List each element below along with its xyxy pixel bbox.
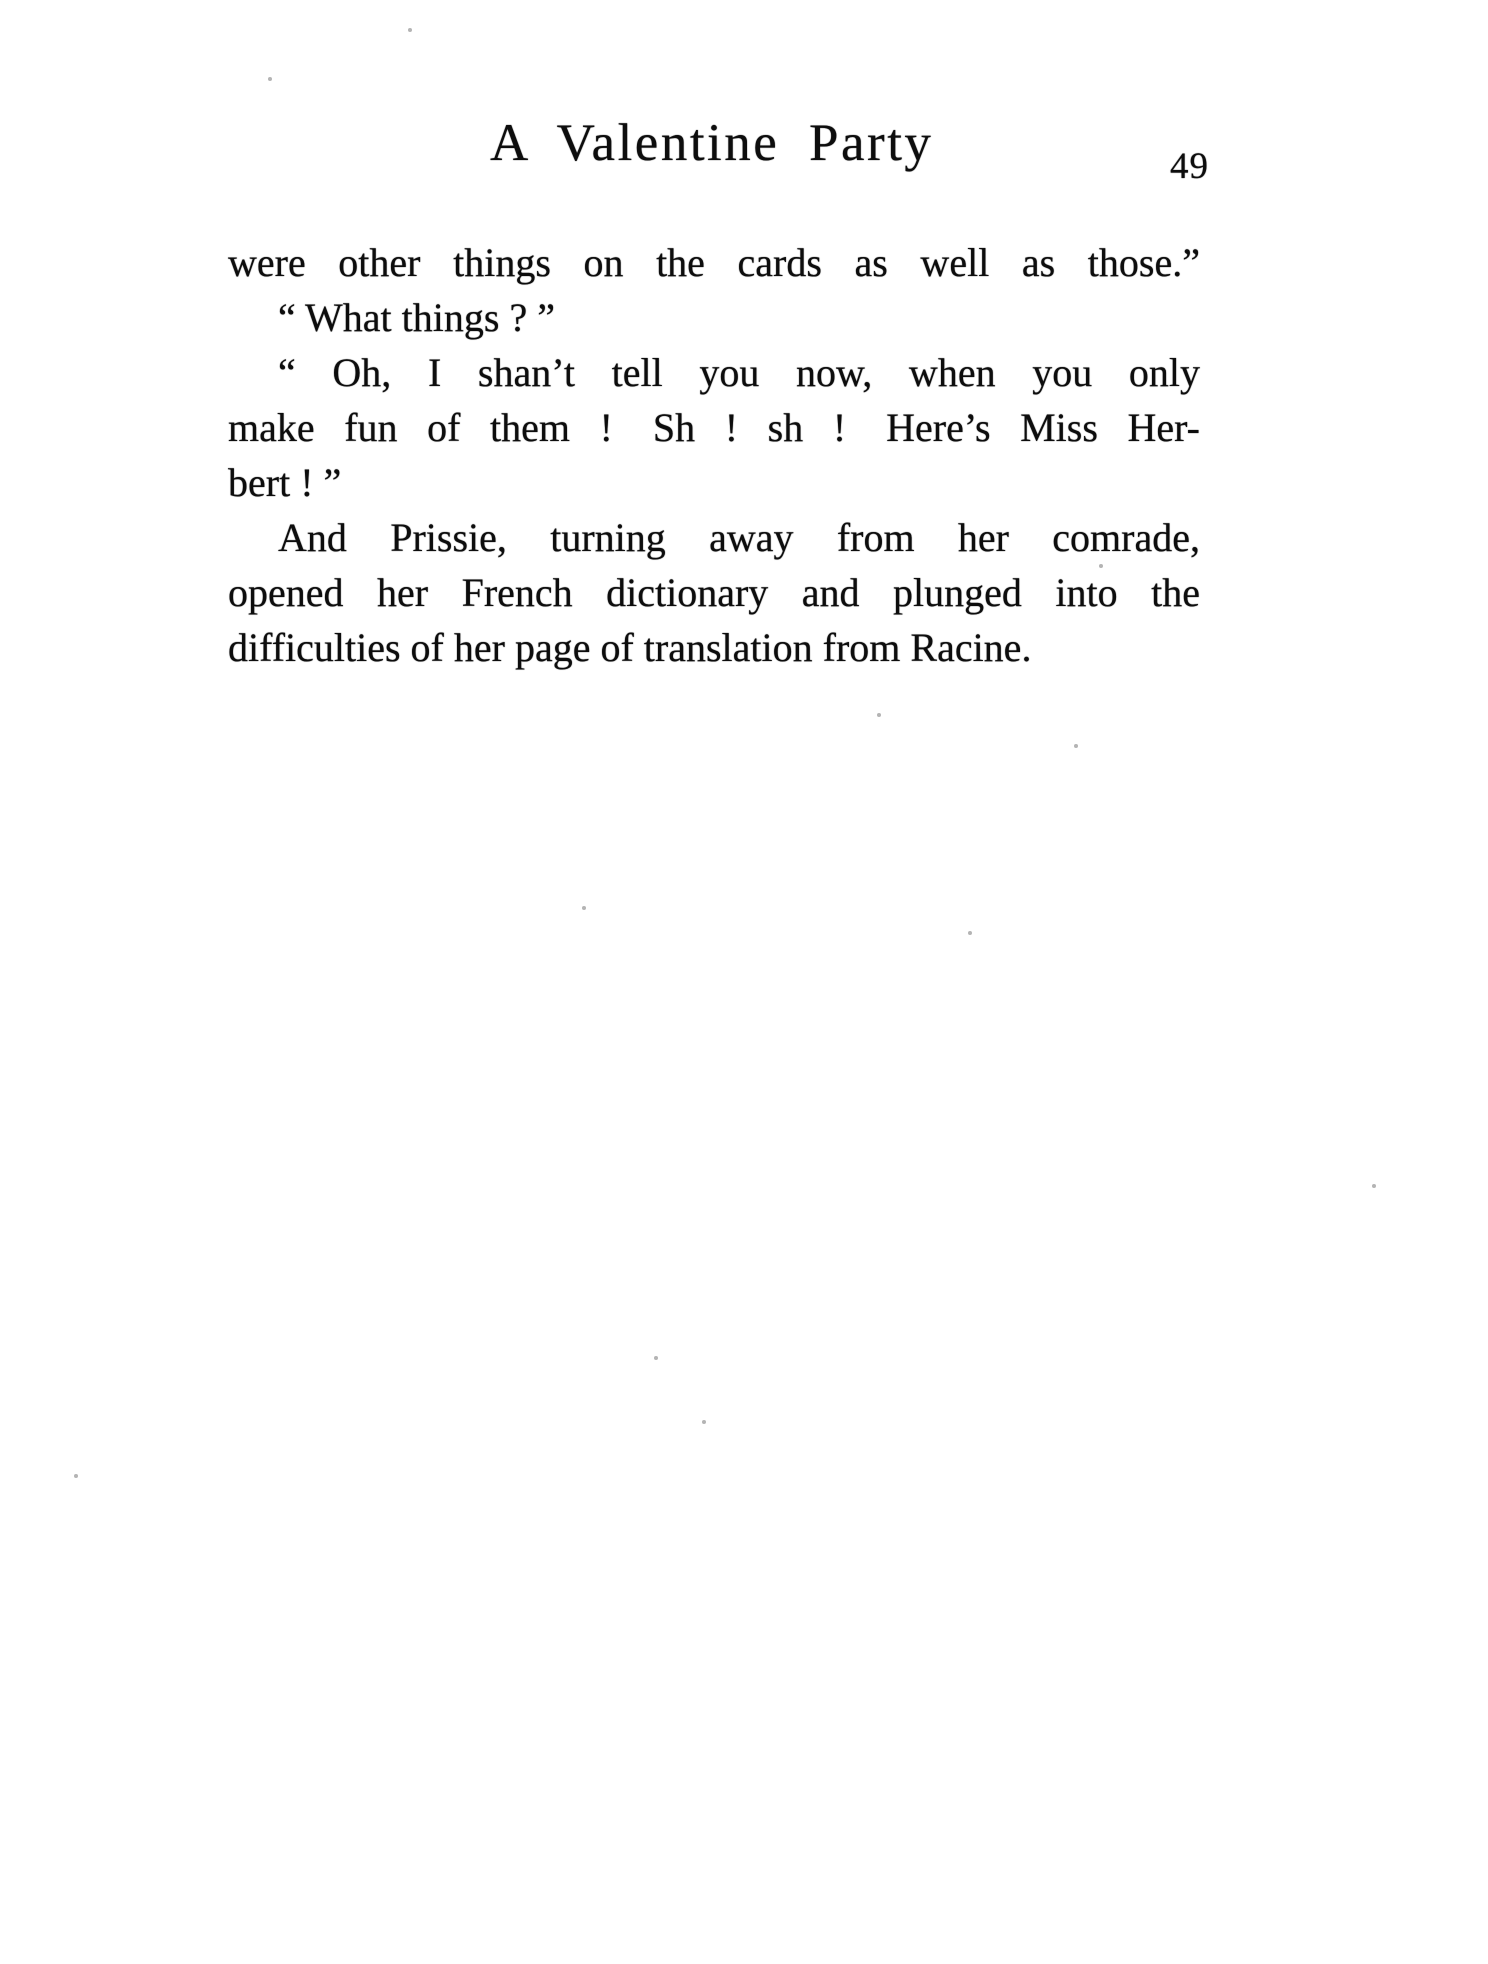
scan-speck [1074,744,1078,748]
scan-speck [408,28,412,32]
page-number: 49 [1170,146,1209,187]
body-text [228,235,1200,675]
text-line: opened her French dictionary and plunged into the [228,570,1200,615]
text-line: difficulties of her page of translation from Racine. [228,625,1032,670]
scan-speck [1099,564,1103,568]
text-line: And Prissie, turning away from her comrade, [278,515,1200,560]
scan-speck [1372,1184,1376,1188]
scan-speck [654,1356,658,1360]
scan-speck [968,931,972,935]
text-line: “ What things ? ” [278,295,555,340]
chapter-title: A Valentine Party [490,114,934,172]
scan-speck [582,906,586,910]
text-line: make fun of them ! Sh ! sh ! Here’s Miss Her- [228,405,1200,450]
text-line: were other things on the cards as well as those.” [228,240,1200,285]
scan-speck [74,1474,78,1478]
text-line: “ Oh, I shan’t tell you now, when you only [278,350,1200,395]
running-head [0,0,1488,220]
scan-speck [268,77,272,81]
scan-speck [702,1420,706,1424]
text-line: bert ! ” [228,460,342,505]
scan-speck [877,713,881,717]
